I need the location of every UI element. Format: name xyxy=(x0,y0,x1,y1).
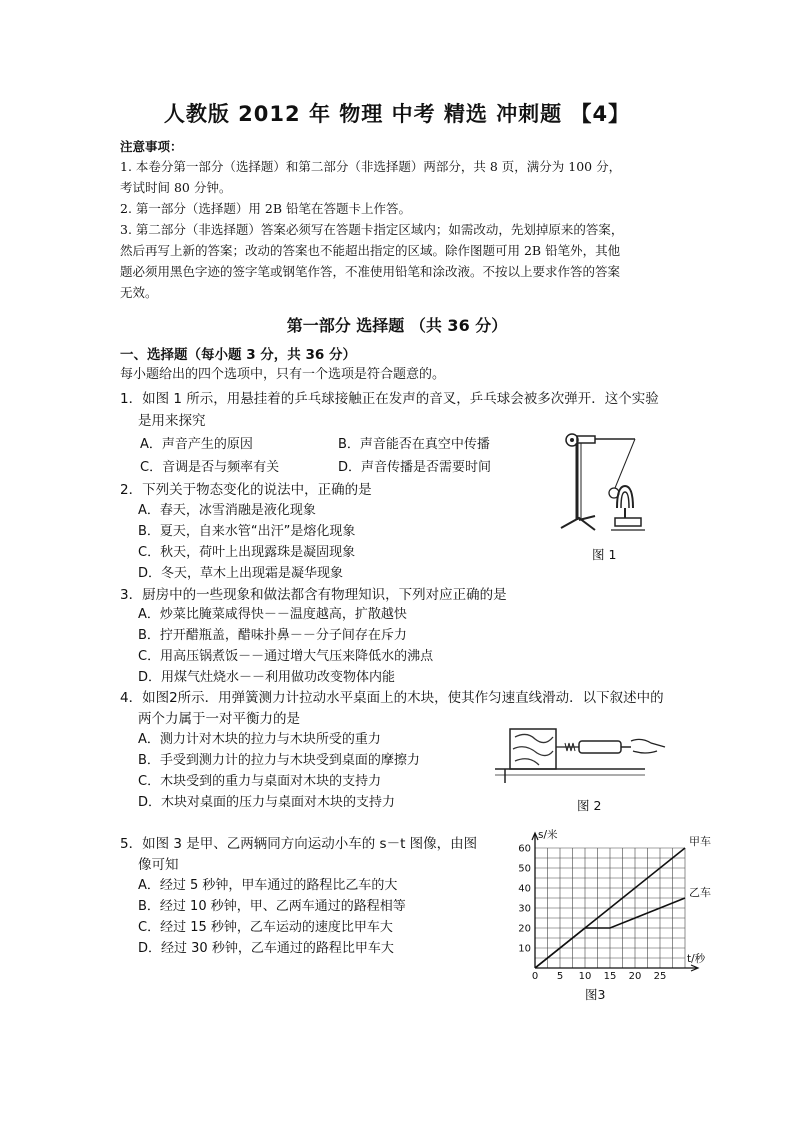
note-line: 题必须用黑色字迹的签字笔或钢笔作答，不准使用铅笔和涂改液。不按以上要求作答的答案 xyxy=(120,264,621,279)
x-tick-label: 5 xyxy=(556,971,564,982)
q5-option-a: A．经过 5 秒钟，甲车通过的路程比乙车的大 xyxy=(138,878,398,893)
notes-heading: 注意事项： xyxy=(120,139,183,154)
q4-option-c: C．木块受到的重力与桌面对木块的支持力 xyxy=(138,774,382,789)
q5-option-c: C．经过 15 秒钟，乙车运动的速度比甲车大 xyxy=(138,920,393,935)
figure-3-caption: 图3 xyxy=(585,987,606,1002)
q5-option-d: D．经过 30 秒钟，乙车通过的路程比甲车大 xyxy=(138,941,394,956)
page-title: 人教版 2012 年 物理 中考 精选 冲刺题 【4】 xyxy=(163,102,631,126)
q1-option-d: D．声音传播是否需要时间 xyxy=(338,460,492,475)
series-label: 乙车 xyxy=(689,886,711,899)
q3-option-a: A．炒菜比腌菜咸得快－－温度越高，扩散越快 xyxy=(138,607,407,622)
note-line: 考试时间 80 分钟。 xyxy=(120,180,232,195)
note-line: 1. 本卷分第一部分（选择题）和第二部分（非选择题）两部分，共 8 页，满分为 100 分， xyxy=(120,159,622,174)
q5-option-b: B．经过 10 秒钟，甲、乙两车通过的路程相等 xyxy=(138,899,406,914)
q1-option-c: C．音调是否与频率有关 xyxy=(140,460,280,475)
note-line: 2. 第一部分（选择题）用 2B 铅笔在答题卡上作答。 xyxy=(120,201,411,216)
note-line: 3. 第二部分（非选择题）答案必须写在答题卡指定区域内；如需改动，先划掉原来的答案， xyxy=(120,222,624,237)
figure-1-tuning-fork xyxy=(555,428,665,548)
note-line: 然后再写上新的答案；改动的答案也不能超出指定的区域。除作图题可用 2B 铅笔外，其他 xyxy=(120,243,621,258)
question-3-stem: 3．厨房中的一些现象和做法都含有物理知识，下列对应正确的是 xyxy=(120,587,507,603)
part-title: 第一部分 选择题 （共 36 分） xyxy=(286,316,508,335)
note-line: 无效。 xyxy=(120,285,158,300)
q2-option-b: B．夏天，自来水管“出汗”是熔化现象 xyxy=(138,524,356,539)
y-tick-label: 30 xyxy=(518,903,531,915)
question-5-stem: 5．如图 3 是甲、乙两辆同方向运动小车的 s－t 图像，由图 xyxy=(120,836,478,852)
q1-option-b: B．声音能否在真空中传播 xyxy=(338,437,490,452)
question-5-stem-cont: 像可知 xyxy=(138,857,179,873)
y-tick-label: 20 xyxy=(518,923,531,935)
x-tick-label: 10 xyxy=(578,971,592,982)
series-label: 甲车 xyxy=(689,835,711,848)
q4-option-a: A．测力计对木块的拉力与木块所受的重力 xyxy=(138,732,381,747)
y-tick-label: 50 xyxy=(518,863,531,875)
figure-2-caption: 图 2 xyxy=(577,798,602,813)
question-4-stem-cont: 两个力属于一对平衡力的是 xyxy=(138,711,300,727)
x-tick-label: 15 xyxy=(603,971,617,982)
q2-option-c: C．秋天，荷叶上出现露珠是凝固现象 xyxy=(138,545,356,560)
q2-option-d: D．冬天，草木上出现霜是凝华现象 xyxy=(138,566,344,581)
figure-3-st-chart xyxy=(505,825,711,983)
question-1-stem-cont: 是用来探究 xyxy=(138,413,206,429)
q4-option-b: B．手受到测力计的拉力与木块受到桌面的摩擦力 xyxy=(138,753,420,768)
q3-option-b: B．拧开醋瓶盖，醋味扑鼻－－分子间存在斥力 xyxy=(138,628,407,643)
question-2-stem: 2．下列关于物态变化的说法中，正确的是 xyxy=(120,482,372,498)
x-tick-label: 20 xyxy=(628,971,642,982)
y-tick-label: 10 xyxy=(518,943,531,955)
question-1-stem: 1．如图 1 所示，用悬挂着的乒乓球接触正在发声的音叉，乒乓球会被多次弹开．这个实验 xyxy=(120,391,659,407)
q4-option-d: D．木块对桌面的压力与桌面对木块的支持力 xyxy=(138,795,396,810)
q1-option-a: A．声音产生的原因 xyxy=(140,437,253,452)
q2-option-a: A．春天，冰雪消融是液化现象 xyxy=(138,503,316,518)
figure-2-spring-scale xyxy=(495,725,665,785)
y-axis-label: s/米 xyxy=(538,829,558,841)
q3-option-c: C．用高压锅煮饭－－通过增大气压来降低水的沸点 xyxy=(138,649,434,664)
y-tick-label: 40 xyxy=(518,883,531,895)
figure-1-caption: 图 1 xyxy=(592,547,617,562)
question-4-stem: 4．如图2所示．用弹簧测力计拉动水平桌面上的木块，使其作匀速直线滑动．以下叙述中的 xyxy=(120,690,664,706)
section-heading: 一、选择题（每小题 3 分，共 36 分） xyxy=(120,347,356,363)
section-instruction: 每小题给出的四个选项中，只有一个选项是符合题意的。 xyxy=(120,367,446,382)
y-tick-label: 60 xyxy=(518,843,531,855)
x-axis-label: t/秒 xyxy=(687,953,706,965)
q3-option-d: D．用煤气灶烧水－－利用做功改变物体内能 xyxy=(138,670,396,685)
x-tick-label: 25 xyxy=(653,971,667,982)
x-tick-label: 0 xyxy=(531,971,539,982)
